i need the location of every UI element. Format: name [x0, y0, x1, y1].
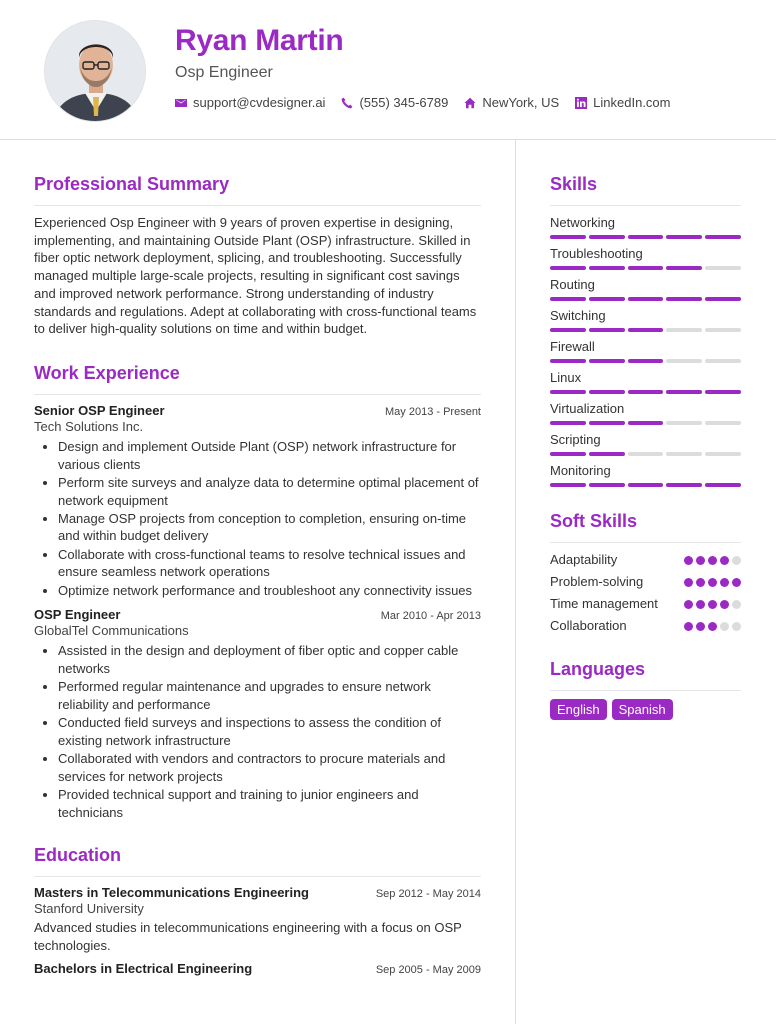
skill-level-bar [550, 452, 741, 456]
skill-item [550, 338, 741, 363]
skill-item [550, 369, 741, 394]
rating-dot [696, 600, 705, 609]
job-company: Tech Solutions Inc. [34, 418, 144, 434]
skill-level-segment [628, 297, 664, 301]
soft-skill-rating [684, 600, 741, 609]
rating-dot [708, 600, 717, 609]
contact-phone[interactable] [341, 95, 448, 110]
skill-item [550, 276, 741, 301]
soft-skill-name: Problem-solving [550, 574, 644, 589]
rating-dot [684, 578, 693, 587]
job-bullet: • Collaborated with vendors and contractors to procure materials and services for network projects [58, 750, 481, 785]
skill-level-segment [550, 297, 586, 301]
phone-icon [341, 97, 353, 109]
language-badge: Spanish [612, 699, 673, 720]
job-bullet: • Assisted in the design and deployment of fiber optic and copper cable networks [58, 642, 481, 677]
rating-dot [708, 556, 717, 565]
skill-name: Linux [550, 370, 582, 385]
language-list [550, 699, 741, 720]
job-entry [34, 403, 481, 599]
language-badge: English [550, 699, 607, 720]
skill-level-segment [589, 452, 625, 456]
contact-email[interactable] [175, 95, 325, 110]
skill-level-segment [589, 297, 625, 301]
skill-name: Monitoring [550, 463, 611, 478]
education-date: Sep 2012 - May 2014 [375, 888, 481, 901]
skill-level-segment [589, 235, 625, 239]
rating-dot [696, 622, 705, 631]
skill-level-segment [550, 483, 586, 487]
contact-linkedin-text: LinkedIn.com [593, 95, 671, 110]
skill-level-bar [550, 235, 741, 239]
skill-level-bar [550, 390, 741, 394]
education-heading: Education [34, 845, 481, 877]
contact-email-text: support@cvdesigner.ai [193, 95, 326, 110]
skill-name: Virtualization [550, 401, 625, 416]
rating-dot [720, 600, 729, 609]
job-bullet: • Conducted field surveys and inspections to assess the condition of existing network infrastructure [58, 714, 481, 749]
skill-level-segment [550, 235, 586, 239]
job-bullets [34, 438, 481, 599]
skill-name: Scripting [550, 432, 601, 447]
skill-name: Firewall [550, 339, 595, 354]
skills-section [550, 174, 741, 487]
soft-skill-item [550, 617, 741, 635]
skill-level-segment [628, 266, 664, 270]
rating-dot [696, 578, 705, 587]
skill-item [550, 245, 741, 270]
education-entry [34, 961, 481, 976]
skill-name: Networking [550, 215, 616, 230]
job-bullet: • Provided technical support and training to junior engineers and technicians [58, 786, 481, 821]
skill-level-segment [550, 452, 586, 456]
skill-item [550, 214, 741, 239]
rating-dot [684, 556, 693, 565]
skill-level-segment [705, 328, 741, 332]
skill-level-bar [550, 328, 741, 332]
skill-name: Switching [550, 308, 606, 323]
job-bullets [34, 642, 481, 821]
rating-dot [696, 556, 705, 565]
job-bullet: • Perform site surveys and analyze data to determine optimal placement of network equipment [58, 474, 481, 509]
job-company: GlobalTel Communications [34, 623, 189, 639]
rating-dot [732, 556, 741, 565]
experience-section [34, 363, 481, 821]
skill-level-segment [666, 359, 702, 363]
soft-skills-list [550, 551, 741, 635]
school-name: Stanford University [34, 901, 144, 917]
profile-photo [44, 20, 146, 122]
skill-level-segment [705, 266, 741, 270]
contact-location [464, 95, 559, 110]
experience-heading: Work Experience [34, 363, 481, 395]
summary-text: Experienced Osp Engineer with 9 years of proven expertise in designing, implementing, and maintaining Outside Plant (OSP) infrastructure. Skilled in fiber optic network deployment, splicing, and troubleshooting. Successfully managed multiple large-scale projects, resulting in significant cost savings and improved network performance. Strong understanding of industry standards and regulations. Adept at collaborating with cross-functional teams to deliver high-quality solutions on time and within budget. [34, 215, 477, 337]
summary-section [34, 174, 481, 338]
job-date: May 2013 - Present [385, 405, 481, 418]
job-bullet: • Manage OSP projects from conception to completion, ensuring on-time and within budget delivery [58, 510, 481, 545]
degree-title: Masters in Telecommunications Engineering [34, 885, 309, 901]
skill-level-segment [705, 390, 741, 394]
soft-skill-item [550, 551, 741, 569]
rating-dot [708, 578, 717, 587]
education-entry [34, 885, 481, 954]
candidate-title: Osp Engineer [175, 64, 273, 81]
languages-section [550, 659, 741, 720]
rating-dot [720, 622, 729, 631]
skill-level-segment [550, 359, 586, 363]
job-title: OSP Engineer [34, 607, 121, 623]
job-bullet: • Optimize network performance and troubleshoot any connectivity issues [58, 582, 481, 600]
job-bullet: • Design and implement Outside Plant (OSP) network infrastructure for various clients [58, 438, 481, 473]
education-description: Advanced studies in telecommunications engineering with a focus on OSP technologies. [34, 920, 462, 953]
skill-level-segment [589, 483, 625, 487]
skill-level-segment [628, 328, 664, 332]
skill-level-segment [666, 235, 702, 239]
skill-level-segment [666, 421, 702, 425]
skill-level-segment [550, 328, 586, 332]
skill-level-segment [705, 452, 741, 456]
rating-dot [720, 578, 729, 587]
skill-level-bar [550, 359, 741, 363]
summary-heading: Professional Summary [34, 174, 481, 206]
soft-skill-rating [684, 578, 741, 587]
rating-dot [684, 622, 693, 631]
profile-photo-illustration [45, 21, 146, 122]
skill-level-segment [628, 421, 664, 425]
candidate-name: Ryan Martin [175, 24, 344, 57]
skill-level-segment [589, 390, 625, 394]
soft-skill-item [550, 573, 741, 591]
column-divider [515, 140, 516, 1024]
skill-level-segment [666, 390, 702, 394]
skill-level-segment [589, 421, 625, 425]
degree-title: Bachelors in Electrical Engineering [34, 960, 253, 976]
skill-level-segment [666, 328, 702, 332]
soft-skill-rating [684, 556, 741, 565]
skill-level-segment [628, 483, 664, 487]
job-bullet: • Performed regular maintenance and upgrades to ensure network reliability and performance [58, 678, 481, 713]
skill-level-segment [666, 297, 702, 301]
skill-level-bar [550, 297, 741, 301]
resume-header [0, 0, 776, 140]
skill-level-segment [550, 390, 586, 394]
education-date: Sep 2005 - May 2009 [375, 963, 481, 976]
rating-dot [684, 600, 693, 609]
skill-level-segment [705, 421, 741, 425]
skill-item [550, 462, 741, 487]
skills-heading: Skills [550, 174, 741, 206]
rating-dot [732, 622, 741, 631]
skill-name: Troubleshooting [550, 246, 643, 261]
soft-skill-rating [684, 622, 741, 631]
skill-level-segment [628, 452, 664, 456]
skill-level-bar [550, 421, 741, 425]
skill-item [550, 307, 741, 332]
skill-name: Routing [550, 277, 595, 292]
main-column [34, 174, 481, 976]
skill-item [550, 431, 741, 456]
skill-level-segment [550, 421, 586, 425]
rating-dot [732, 578, 741, 587]
job-title: Senior OSP Engineer [34, 402, 165, 418]
languages-heading: Languages [550, 659, 741, 691]
contact-phone-text: (555) 345-6789 [359, 95, 449, 110]
contact-location-text: NewYork, US [482, 95, 560, 110]
skill-level-segment [705, 235, 741, 239]
skill-level-segment [550, 266, 586, 270]
skill-level-segment [666, 452, 702, 456]
skill-level-segment [628, 359, 664, 363]
skill-level-segment [666, 483, 702, 487]
soft-skill-name: Collaboration [550, 618, 627, 633]
skill-level-segment [666, 266, 702, 270]
rating-dot [708, 622, 717, 631]
contact-linkedin[interactable] [575, 95, 670, 110]
rating-dot [732, 600, 741, 609]
skills-list [550, 214, 741, 487]
education-section [34, 845, 481, 975]
soft-skill-name: Time management [550, 596, 658, 611]
skill-level-bar [550, 266, 741, 270]
side-column [550, 174, 741, 720]
contact-list [175, 95, 671, 110]
job-date: Mar 2010 - Apr 2013 [380, 610, 481, 623]
soft-skills-heading: Soft Skills [550, 511, 741, 543]
skill-level-bar [550, 483, 741, 487]
home-icon [464, 97, 476, 109]
soft-skills-section [550, 511, 741, 635]
skill-level-segment [628, 390, 664, 394]
rating-dot [720, 556, 729, 565]
job-entry [34, 607, 481, 821]
soft-skill-item [550, 595, 741, 613]
skill-level-segment [705, 297, 741, 301]
linkedin-icon [575, 97, 587, 109]
job-bullet: • Collaborate with cross-functional teams to resolve technical issues and ensure seamless network operations [58, 546, 481, 581]
skill-level-segment [705, 483, 741, 487]
skill-level-segment [589, 266, 625, 270]
skill-level-segment [628, 235, 664, 239]
skill-level-segment [705, 359, 741, 363]
skill-level-segment [589, 328, 625, 332]
soft-skill-name: Adaptability [550, 552, 618, 567]
skill-item [550, 400, 741, 425]
skill-level-segment [589, 359, 625, 363]
envelope-icon [175, 97, 187, 109]
